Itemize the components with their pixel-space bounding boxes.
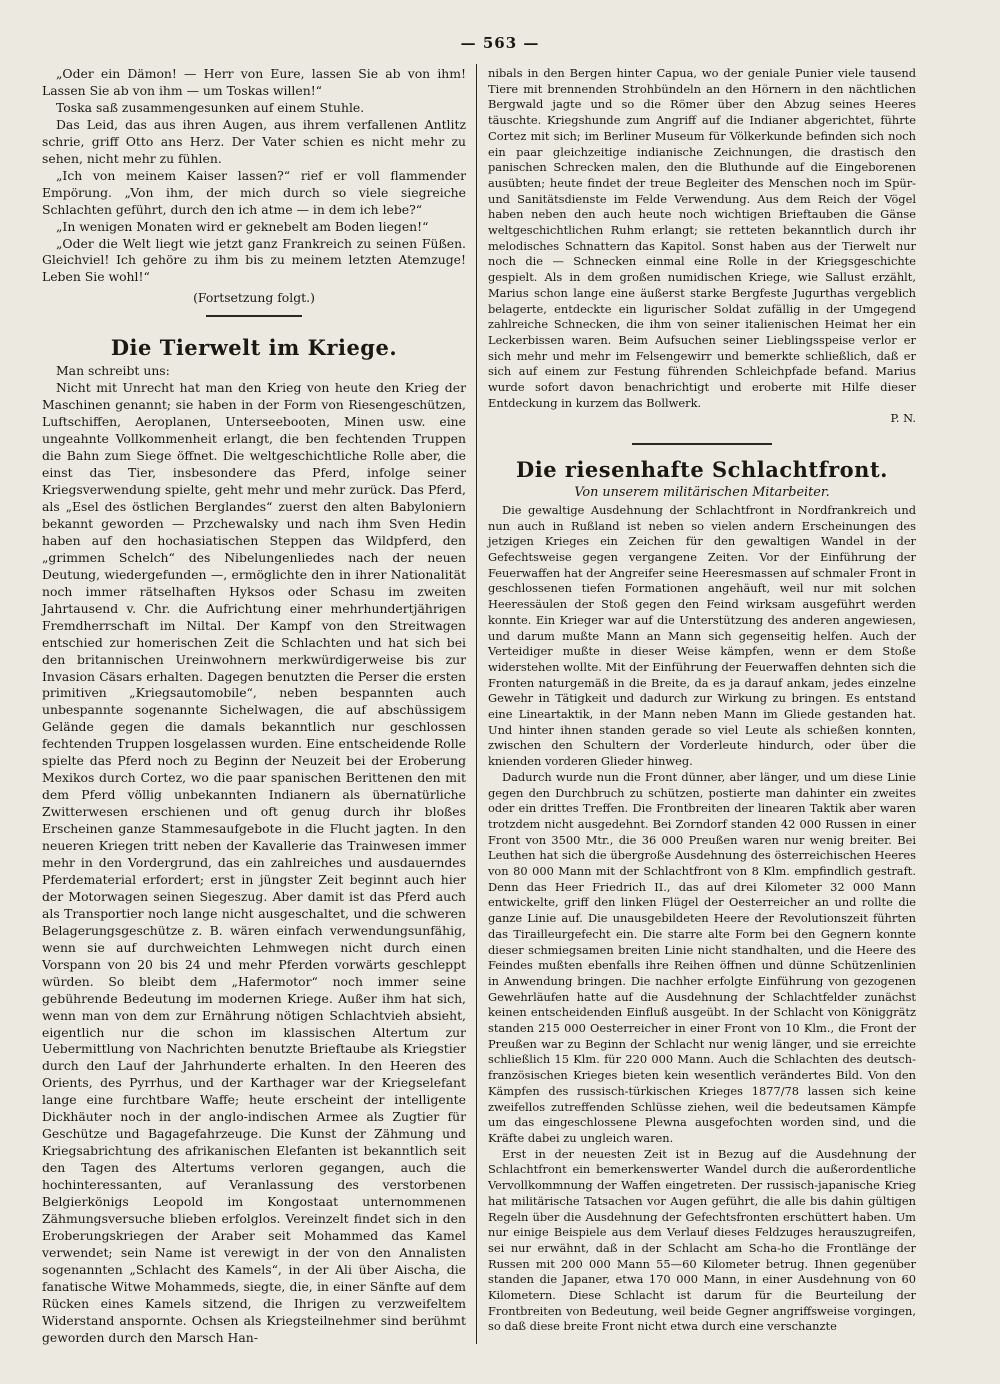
left-column xyxy=(42,66,466,1347)
article-paragraph: Dadurch wurde nun die Front dünner, aber länger, und um diese Linie gegen den Durchbruch zu schützen, postierte man dahinter ein zweites oder ein drittes Treffen. Die Frontbreiten der linearen Taktik aber waren trotzdem nicht ausgedehnt. Bei Zorndorf standen 42 000 Russen in einer Front von 3500 Mtr., die 36 000 Preußen waren nur wenig breiter. Bei Leuthen hat sich die übergroße Ausdehnung des österreichischen Heeres von 80 000 Mann mit der Schlachtfront von 8 Klm. empfindlich gestraft. Denn das Heer Friedrich II., das auf drei Kilometer 32 000 Mann entwickelte, griff den linken Flügel der Oesterreicher an und rollte die ganze Linie auf. Die unausgebildeten Heere der Revolutionszeit führten das Tirailleurgefecht ein. Die starre alte Form bei den Gegnern konnte dieser schmiegsamen breiten Linie nicht standhalten, und die Heere des Feindes mußten ebenfalls ihre Reihen öffnen und dünne Schützenlinien in Anwendung bringen. Die nachher erfolgte Einführung von gezogenen Gewehrläufen hatte auf die Ausdehnung der Schlachtfelder zunächst keinen entscheidenden Einfluß ausgeübt. In der Schlacht von Königgrätz standen 215 000 Oesterreicher in einer Front von 10 Klm., die Front der Preußen war zu Beginn der Schlacht nur wenig länger, und sie erreichte schließlich 15 Klm. für 220 000 Mann. Auch die Schlachten des deutsch-französischen Krieges bieten kein wesentlich verändertes Bild. Von den Kämpfen des russisch-türkischen Krieges 1877/78 lassen sich keine zweifellos zutreffenden Schlüsse ziehen, weil die bedeutsamen Kämpfe um das eingeschlossene Plewna ausgefochten worden sind, und die Kräfte dabei zu ungleich waren. xyxy=(488,769,916,1145)
section-divider xyxy=(206,315,302,317)
story-paragraph: „Oder ein Dämon! — Herr von Eure, lassen Sie ab von ihm! Lassen Sie ab von ihm — um Toskas willen!“ xyxy=(42,66,466,98)
section-divider xyxy=(632,443,772,445)
continuation-note: (Fortsetzung folgt.) xyxy=(193,290,315,306)
story-paragraph: „Ich von meinem Kaiser lassen?“ rief er voll flammender Empörung. „Von ihm, der mich durch so viele siegreiche Schlachten geführt, durch den ich atme — in dem ich lebe?“ xyxy=(42,167,466,217)
article-title: Die riesenhafte Schlachtfront. xyxy=(516,457,888,483)
article-paragraph: Erst in der neuesten Zeit ist in Bezug auf die Ausdehnung der Schlachtfront ein bemerkenswerter Wandel durch die außerordentliche Vervollkommnung der Waffen eingetreten. Der russisch-japanische Krieg hat militärische Tatsachen vor Augen geführt, die alle bis dahin gültigen Regeln über die Ausdehnung der Gefechtsfronten erschüttert haben. Um nur einige Beispiele aus dem Verlauf dieses Feldzuges herauszugreifen, sei nur erwähnt, daß in der Schlacht am Scha-ho die Frontlänge der Russen mit 200 000 Mann 55—60 Kilometer betrug. Ihnen gegenüber standen die Japaner, etwa 170 000 Mann, in einer Ausdehnung von 60 Kilometern. Diese Schlacht ist darum für die Beurteilung der Frontbreiten von Bedeutung, weil beide Gegner angriffsweise vorgingen, so daß diese breite Front nicht etwa durch eine verschanzte xyxy=(488,1146,916,1334)
story-paragraph: „In wenigen Monaten wird er geknebelt am Boden liegen!“ xyxy=(56,218,429,234)
article-paragraph: Nicht mit Unrecht hat man den Krieg von heute den Krieg der Maschinen genannt; sie haben in der Form von Riesengeschützen, Luftschiffen, Aeroplanen, Unterseebooten, Minen usw. eine ungeahnte Vollkommenheit erlangt, die ben fechtenden Truppen die Bahn zum Siege öffnet. Die weltgeschichtliche Rolle aber, die einst das Tier, insbesondere das Pferd, infolge seiner Kriegsverwendung spielte, geht mehr und mehr zurück. Das Pferd, als „Esel des östlichen Berglandes“ zuerst den alten Babyloniern bekannt geworden — Przchewalsky und nach ihm Sven Hedin haben auf den hochasiatischen Steppen das Wildpferd, den „grimmen Schelch“ des Nibelungenliedes nach der neuen Deutung, wiedergefunden —, ermöglichte den in ihrer Nationalität noch immer rätselhaften Hyksos oder Schasu im zweiten Jahrtausend v. Chr. die Aufrichtung einer mehrhundertjährigen Fremdherrschaft im Niltal. Der Kampf von den Streitwagen entschied zur homerischen Zeit die Schlachten und hat sich bei den britannischen Ureinwohnern merkwürdigerweise bis zur Invasion Cäsars erhalten. Dagegen benutzten die Perser die ersten primitiven „Kriegsautomobile“, neben bespannten auch unbespannte sogenannte Sichelwagen, die auf abschüssigem Gelände gegen die damals bekanntlich nur geschlossen fechtenden Truppen losgelassen wurden. Eine entscheidende Rolle spielte das Pferd noch zu Beginn der Neuzeit bei der Eroberung Mexikos durch Cortez, wo die paar spanischen Berittenen den mit dem Pferd völlig unbekannten Indianern als übernatürliche Zwitterwesen erschienen und oft genug durch ihr bloßes Erscheinen ganze Stammesaufgebote in die Flucht jagten. In den neueren Kriegen tritt neben der Kavallerie das Trainwesen immer mehr in den Vordergrund, das ein zahlreiches und ausdauerndes Pferdematerial erfordert; erst in jüngster Zeit beginnt auch hier der Motorwagen seinen Siegeszug. Aber damit ist das Pferd auch als Transportier noch lange nicht ausgeschaltet, und die schweren Belagerungsgeschütze z. B. wären einfach verwendungsunfähig, wenn sie auf durchweichten Lehmwegen nicht durch einen Vorspann von 20 bis 24 und mehr Pferden vorwärts geschleppt würden. So bleibt dem „Hafermotor“ noch immer seine gebührende Bedeutung im modernen Kriege. Außer ihm hat sich, wenn man von dem zur Ernährung nötigen Schlachtvieh absieht, eigentlich nur die schon im klassischen Altertum zur Uebermittlung von Nachrichten benutzte Brieftaube als Kriegstier durch den Lauf der Jahrhunderte erhalten. In den Heeren des Orients, des Pyrrhus, und der Karthager war der Kriegselefant lange eine furchtbare Waffe; heute erscheint der intelligente Dickhäuter noch in der anglo-indischen Armee als Zugtier für Geschütze und Bagagefahrzeuge. Die Kunst der Zähmung und Kriegsabrichtung des afrikanischen Elefanten ist bekanntlich seit den Tagen des Altertums verloren gegangen, auch die hochinteressanten, auf Veranlassung des verstorbenen Belgierkönigs Leopold im Kongostaat unternommenen Zähmungsversuche blieben erfolglos. Vereinzelt findet sich in den Eroberungskriegen der Araber seit Mohammed das Kamel verwendet; sein Name ist verewigt in der von den Annalisten sogenannten „Schlacht des Kamels“, in der Ali über Aischa, die fanatische Witwe Mohammeds, siegte, die, in einer Sänfte auf dem Rücken eines Kamels sitzend, die Ihrigen zu verzweifeltem Widerstand anspornte. Ochsen als Kriegsteilnehmer sind berühmt geworden durch den Marsch Han- xyxy=(42,380,466,1345)
article-subtitle: Von unserem militärischen Mitarbeiter. xyxy=(574,485,830,501)
article-paragraph: Die gewaltige Ausdehnung der Schlachtfront in Nordfrankreich und nun auch in Rußland ist neben so vielen andern Erscheinungen des jetzigen Krieges ein Zeichen für den gewaltigen Wandel in der Gefechtsweise gegen vergangene Zeiten. Vor der Einführung der Feuerwaffen hat der Angreifer seine Heeresmassen auf schmaler Front in geschlossenen tiefen Formationen angehäuft, weil nur mit solchen Heeressäulen der Stoß gegen den Feind wirksam ausgeführt werden konnte. Ein Krieger war auf die Unterstützung des anderen angewiesen, und darum mußte Mann an Mann sich gegenseitig helfen. Auch der Verteidiger mußte in dieser Weise kämpfen, wenn er dem Stoße widerstehen wollte. Mit der Einführung der Feuerwaffen dehnten sich die Fronten naturgemäß in die Breite, da es ja darauf ankam, jedes einzelne Gewehr in Tätigkeit und dadurch zur Wirkung zu bringen. Es entstand eine Lineartaktik, in der Mann neben Mann im Gliede gestanden hat. Und hinter ihnen standen gerade so viel Leute als schießen konnten, zwischen den Schultern der Vorderleute hindurch, oder über die knienden vorderen Glieder hinweg. xyxy=(488,502,916,769)
column-divider xyxy=(476,64,477,1344)
right-column xyxy=(488,66,916,1335)
story-paragraph: „Oder die Welt liegt wie jetzt ganz Frankreich zu seinen Füßen. Gleichviel! Ich gehöre zu ihm bis zu meinem letzten Atemzuge! Leben Sie wohl!“ xyxy=(42,235,466,285)
author-signature: P. N. xyxy=(890,411,916,426)
page-number: — 563 — xyxy=(460,34,540,52)
story-paragraph: Das Leid, das aus ihren Augen, aus ihrem verfallenen Antlitz schrie, griff Otto ans Herz. Der Vater schien es nicht mehr zu sehen, nicht mehr zu fühlen. xyxy=(42,116,466,166)
article-intro: Man schreibt uns: xyxy=(56,363,170,379)
story-paragraph: Toska saß zusammengesunken auf einem Stuhle. xyxy=(56,99,365,115)
article-title: Die Tierwelt im Kriege. xyxy=(110,335,398,361)
continued-paragraph: nibals in den Bergen hinter Capua, wo der geniale Punier viele tausend Tiere mit brennenden Strohbündeln an den Hörnern in den nächtlichen Bergwald jagte und so die Römer über den Abzug seines Heeres täuschte. Kriegshunde zum Angriff auf die Indianer abgerichtet, führte Cortez mit sich; im Berliner Museum für Völkerkunde befinden sich noch ein paar gleichzeitige indianische Zeichnungen, die drastisch den panischen Schrecken malen, den die Bluthunde auf die Eingeborenen ausübten; heute findet der treue Begleiter des Menschen noch im Spür- und Sanitätsdienste im Felde Verwendung. Aus dem Reich der Vögel haben neben den auch heute noch wichtigen Brieftauben die Gänse weltgeschichtlichen Ruhm erlangt; sie retteten bekanntlich durch ihr melodisches Schnattern das Kapitol. Sonst haben aus der Tierwelt nur noch die — Schnecken einmal eine Rolle in der Kriegsgeschichte gespielt. Als in dem großen numidischen Kriege, wie Sallust erzählt, Marius schon lange eine äußerst starke Bergfeste Jugurthas vergeblich belagerte, entdeckte ein ligurischer Soldat zufällig in der Umgegend zahlreiche Schnecken, die ihm von seiner italienischen Heimat her ein Leckerbissen waren. Beim Aufsuchen seiner Lieblingsspeise verlor er sich mehr und mehr im Felsengewirr und bemerkte schließlich, daß er sich auf einem zur Festung führenden Schleichpfade befand. Marius wurde sofort davon benachrichtigt und eroberte mit Hilfe dieser Entdeckung in kurzem das Bollwerk. xyxy=(488,66,916,410)
